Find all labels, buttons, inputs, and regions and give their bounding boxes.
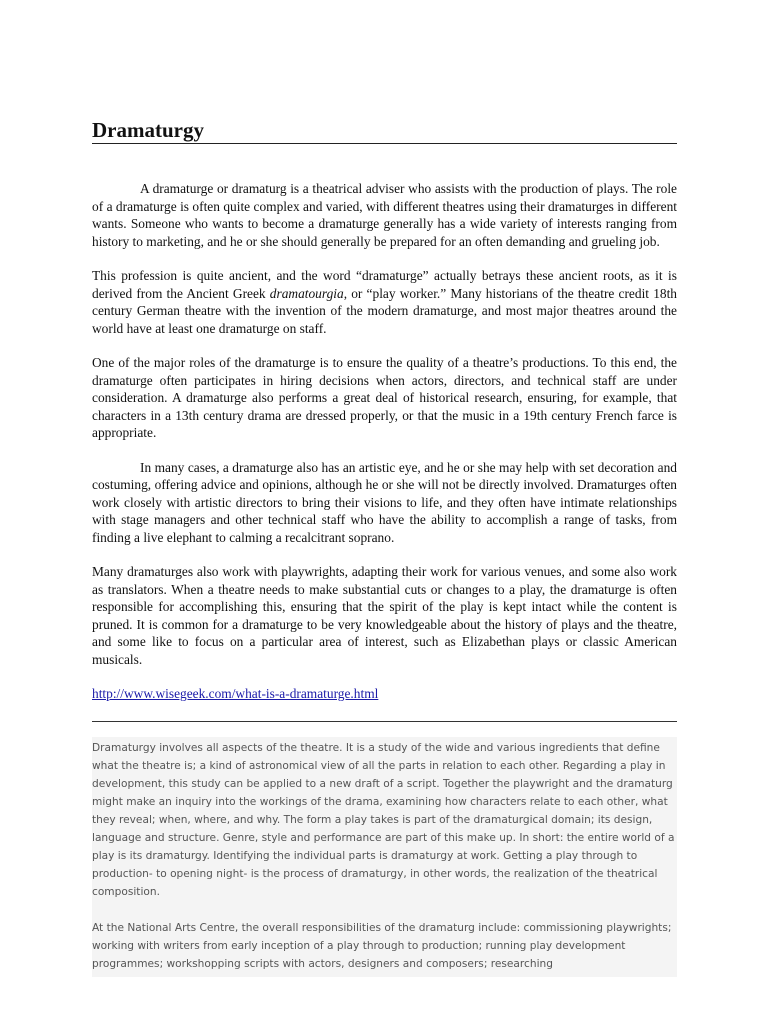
article-body xyxy=(92,180,677,703)
paragraph-5: Many dramaturges also work with playwrights, adapting their work for various venues, and some also work as translators. When a theatre needs to make substantial cuts or changes to a play, the dramaturge is often responsible for accomplishing this, ensuring that the spirit of the play is kept intact while the content is pruned. It is common for a dramaturge to be very knowledgeable about the history of plays and the theatre, and some like to focus on a particular area of interest, such as Elizabethan plays or classic American musicals. xyxy=(92,564,677,667)
source-link[interactable]: http://www.wisegeek.com/what-is-a-dramaturge.html xyxy=(92,686,379,701)
paragraph-2 xyxy=(92,267,677,337)
title-divider xyxy=(92,143,677,144)
source-link-paragraph xyxy=(92,685,677,703)
paragraph-3: One of the major roles of the dramaturge is to ensure the quality of a theatre’s productions. To this end, the dramaturge often participates in hiring decisions when actors, directors, and technical staff are under consideration. A dramaturge also performs a great deal of historical research, ensuring, for example, that characters in a 13th century drama are dressed properly, or that the music in a 19th century French farce is appropriate. xyxy=(92,355,677,440)
quote-paragraph-1: Dramaturgy involves all aspects of the theatre. It is a study of the wide and various ingredients that define what the theatre is; a kind of astronomical view of all the parts in relation to each other. Regarding a play in development, this study can be applied to a new draft of a script. Together the playwright and the dramaturg might make an inquiry into the workings of the drama, examining how characters relate to each other, what they reveal; when, where, and why. The form a play takes is part of the dramaturgical domain; its design, language and structure. Genre, style and performance are part of this make up. In short: the entire world of a play is its dramaturgy. Identifying the individual parts is dramaturgy at work. Getting a play through to production- to opening night- is the process of dramaturgy, in other words, the realization of the theatrical composition. xyxy=(92,742,675,898)
quote-paragraph-2: At the National Arts Centre, the overall responsibilities of the dramaturg include: commissioning playwrights; working with writers from early inception of a play through to production; running play development programmes; workshopping scripts with actors, designers and composers; researching xyxy=(92,922,672,970)
paragraph-2-text-after: , or “play worker.” Many historians of the theatre credit 18th century German theatre with the invention of the modern dramaturge, and most major theatres around the world have at least one dramaturge on staff. xyxy=(92,285,677,336)
paragraph-2-emphasis: dramatourgia xyxy=(269,285,344,301)
link-divider xyxy=(92,721,677,722)
page-title: Dramaturgy xyxy=(92,118,204,143)
paragraph-1: A dramaturge or dramaturg is a theatrical adviser who assists with the production of plays. The role of a dramaturge is often quite complex and varied, with different theatres using their dramaturges in different wants. Someone who wants to become a dramaturge generally has a wide variety of interests ranging from history to marketing, and he or she should generally be prepared for an often demanding and grueling job. xyxy=(92,181,677,249)
paragraph-2-text-before: This profession is quite ancient, and the word “dramaturge” actually betrays these ancient roots, as it is derived from the Ancient Greek xyxy=(92,268,677,301)
quoted-excerpt-box xyxy=(92,737,677,977)
paragraph-4: In many cases, a dramaturge also has an artistic eye, and he or she may help with set decoration and costuming, offering advice and opinions, although he or she will not be directly involved. Dramaturges often work closely with artistic directors to bring their visions to life, and they often have intimate relationships with stage managers and other technical staff who have the ability to accomplish a range of tasks, from finding a live elephant to calming a recalcitrant soprano. xyxy=(92,459,677,545)
